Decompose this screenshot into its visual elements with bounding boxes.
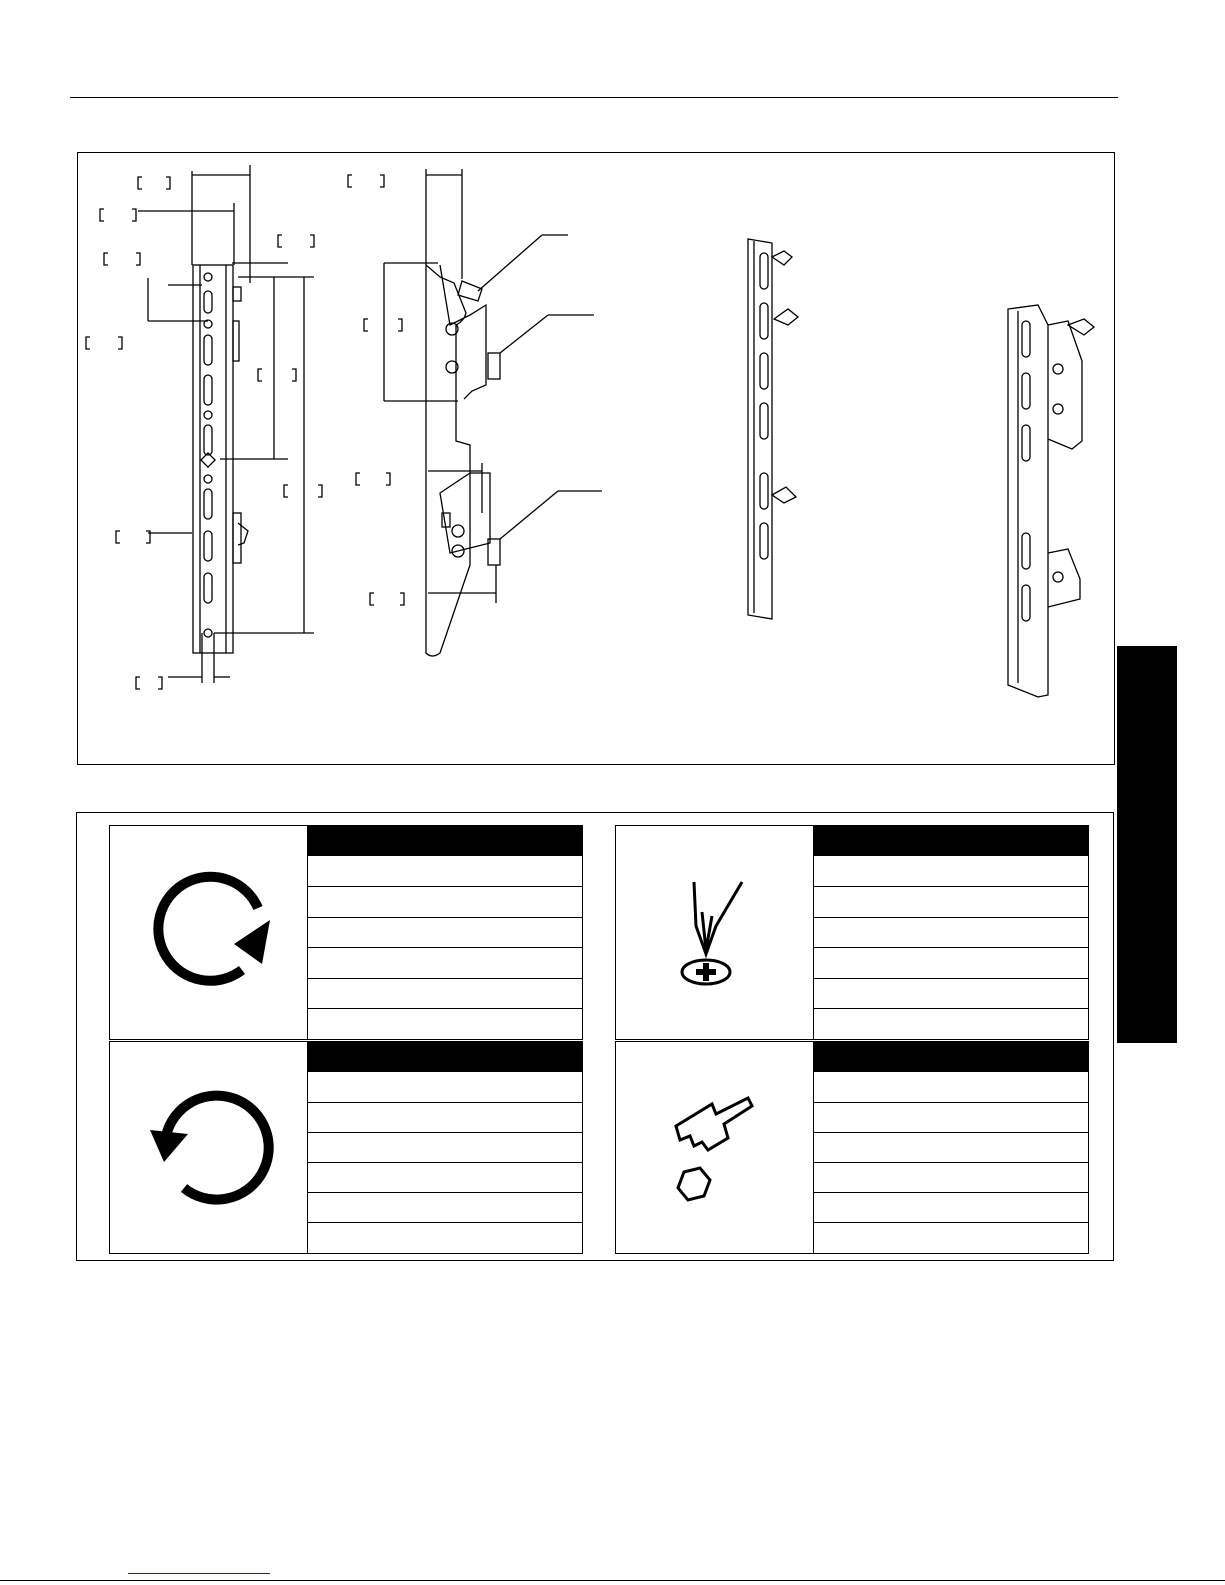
side-view-bracket <box>348 169 602 656</box>
icon-cell <box>110 826 308 1039</box>
reference-box-clockwise <box>109 825 583 1040</box>
table-row <box>814 947 1088 948</box>
reference-box-counterclockwise <box>109 1041 583 1254</box>
table-rows <box>308 856 582 1039</box>
reference-box-wrench <box>615 1041 1089 1254</box>
section-side-tab <box>1117 646 1177 1043</box>
phillips-screwdriver-icon <box>616 826 814 1039</box>
table-row <box>308 1192 582 1193</box>
wrench-hex-nut-icon <box>616 1042 814 1253</box>
table-row <box>814 978 1088 979</box>
table-row <box>814 1222 1088 1223</box>
table-row <box>308 886 582 887</box>
table-row <box>308 917 582 918</box>
header-rule <box>70 97 1118 98</box>
table-row <box>814 886 1088 887</box>
icon-cell <box>110 1042 308 1253</box>
table-row <box>308 978 582 979</box>
table-header-bar <box>308 1042 582 1072</box>
footer-link-underline[interactable] <box>128 1573 270 1574</box>
table-row <box>814 917 1088 918</box>
footer-rule <box>0 1580 1225 1581</box>
table-row <box>308 1162 582 1163</box>
tool-reference-panel <box>76 812 1114 1261</box>
table-rows <box>814 856 1088 1039</box>
isometric-view-bracket <box>1008 305 1094 697</box>
icon-cell <box>616 826 814 1039</box>
table-row <box>308 1102 582 1103</box>
counterclockwise-arrow-icon <box>110 1042 308 1253</box>
table-row <box>308 947 582 948</box>
table-rows <box>308 1072 582 1253</box>
table-rows <box>814 1072 1088 1253</box>
table-header-bar <box>814 826 1088 856</box>
table-row <box>308 1222 582 1223</box>
isometric-view-rail <box>748 239 798 619</box>
front-view-rail <box>86 165 322 689</box>
table-row <box>814 1102 1088 1103</box>
table-row <box>814 1008 1088 1009</box>
table-row <box>308 1132 582 1133</box>
dimension-drawing-panel <box>77 152 1115 765</box>
table-row <box>814 1132 1088 1133</box>
icon-cell <box>616 1042 814 1253</box>
reference-box-screwdriver <box>615 825 1089 1040</box>
table-header-bar <box>308 826 582 856</box>
clockwise-arrow-icon <box>110 826 308 1039</box>
table-row <box>308 1008 582 1009</box>
table-row <box>814 1162 1088 1163</box>
bracket-drawings <box>78 153 1116 766</box>
table-row <box>814 1192 1088 1193</box>
table-header-bar <box>814 1042 1088 1072</box>
